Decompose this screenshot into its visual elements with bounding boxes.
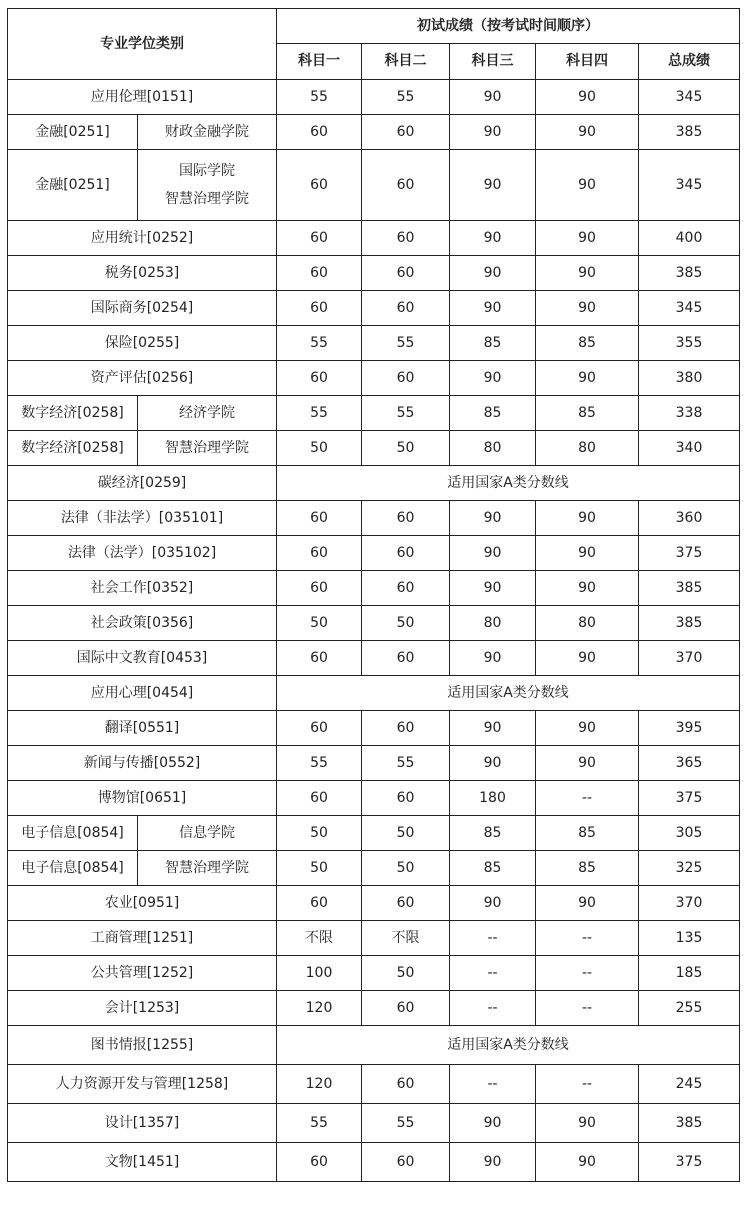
score-cell: 90	[450, 361, 536, 396]
category-cell: 电子信息[0854]	[8, 851, 138, 886]
score-cell: 90	[450, 746, 536, 781]
table-row	[8, 501, 740, 536]
score-cell: 60	[362, 150, 450, 221]
table-row	[8, 921, 740, 956]
header-subject-3: 科目三	[450, 44, 536, 80]
category-cell: 电子信息[0854]	[8, 816, 138, 851]
table-row	[8, 536, 740, 571]
college-cell: 财政金融学院	[138, 115, 277, 150]
category-cell: 保险[0255]	[8, 326, 277, 361]
score-cell: --	[450, 991, 536, 1026]
score-cell: --	[536, 781, 639, 816]
score-cell: 90	[536, 746, 639, 781]
score-cell: 90	[536, 291, 639, 326]
table-row	[8, 221, 740, 256]
total-cell: 395	[639, 711, 740, 746]
college-cell: 智慧治理学院	[138, 431, 277, 466]
total-cell: 345	[639, 80, 740, 115]
table-row	[8, 606, 740, 641]
table-row	[8, 991, 740, 1026]
category-cell: 法律（非法学）[035101]	[8, 501, 277, 536]
score-cell: 60	[362, 1065, 450, 1104]
category-cell: 博物馆[0651]	[8, 781, 277, 816]
category-cell: 会计[1253]	[8, 991, 277, 1026]
score-cell: 55	[362, 80, 450, 115]
score-cell: 90	[536, 641, 639, 676]
category-cell: 法律（法学）[035102]	[8, 536, 277, 571]
total-cell: 370	[639, 886, 740, 921]
table-row	[8, 816, 740, 851]
score-cell: 90	[536, 1104, 639, 1143]
category-cell: 数字经济[0258]	[8, 431, 138, 466]
score-cell: 85	[450, 851, 536, 886]
score-cell: --	[450, 1065, 536, 1104]
score-cell: 60	[277, 536, 362, 571]
score-cell: 50	[277, 851, 362, 886]
score-cell: 120	[277, 991, 362, 1026]
category-cell: 农业[0951]	[8, 886, 277, 921]
score-cell: 90	[450, 536, 536, 571]
table-row	[8, 1143, 740, 1182]
score-cell: 90	[536, 886, 639, 921]
total-cell: 325	[639, 851, 740, 886]
total-cell: 360	[639, 501, 740, 536]
category-cell: 金融[0251]	[8, 150, 138, 221]
score-cell: 60	[362, 361, 450, 396]
total-cell: 255	[639, 991, 740, 1026]
score-cell: 60	[277, 361, 362, 396]
total-cell: 385	[639, 115, 740, 150]
score-cell: --	[536, 1065, 639, 1104]
score-cell: 55	[362, 1104, 450, 1143]
score-cell: 55	[362, 326, 450, 361]
table-row	[8, 1104, 740, 1143]
table-row	[8, 431, 740, 466]
score-cell: 60	[362, 501, 450, 536]
college-cell: 经济学院	[138, 396, 277, 431]
total-cell: 305	[639, 816, 740, 851]
score-cell: 90	[450, 1104, 536, 1143]
score-cell: 55	[277, 1104, 362, 1143]
score-cell: 60	[277, 886, 362, 921]
score-cell: 50	[362, 816, 450, 851]
category-cell: 应用统计[0252]	[8, 221, 277, 256]
category-cell: 公共管理[1252]	[8, 956, 277, 991]
header-subject-4: 科目四	[536, 44, 639, 80]
score-cell: 60	[362, 536, 450, 571]
category-cell: 文物[1451]	[8, 1143, 277, 1182]
score-cell: 60	[277, 711, 362, 746]
score-cell: 60	[362, 291, 450, 326]
score-cell: 50	[277, 606, 362, 641]
table-row	[8, 150, 740, 221]
category-cell: 国际中文教育[0453]	[8, 641, 277, 676]
total-cell: 400	[639, 221, 740, 256]
total-cell: 385	[639, 1104, 740, 1143]
score-cell: 55	[277, 396, 362, 431]
category-cell: 社会工作[0352]	[8, 571, 277, 606]
score-cell: 55	[277, 326, 362, 361]
note-cell: 适用国家A类分数线	[277, 466, 740, 501]
score-cell: 50	[277, 816, 362, 851]
category-cell: 应用心理[0454]	[8, 676, 277, 711]
score-cell: 90	[536, 536, 639, 571]
category-cell: 资产评估[0256]	[8, 361, 277, 396]
score-cell: 90	[450, 571, 536, 606]
score-cell: 55	[277, 746, 362, 781]
score-cell: 80	[450, 606, 536, 641]
table-row	[8, 886, 740, 921]
header-group: 初试成绩（按考试时间顺序）	[277, 9, 740, 44]
score-cell: 60	[362, 1143, 450, 1182]
score-cell: 90	[450, 150, 536, 221]
total-cell: 185	[639, 956, 740, 991]
category-cell: 新闻与传播[0552]	[8, 746, 277, 781]
table-row	[8, 291, 740, 326]
score-cell: 60	[277, 641, 362, 676]
table-row	[8, 746, 740, 781]
score-cell: 60	[362, 991, 450, 1026]
score-cell: --	[536, 956, 639, 991]
total-cell: 385	[639, 256, 740, 291]
table-row	[8, 1065, 740, 1104]
score-cell: 180	[450, 781, 536, 816]
total-cell: 370	[639, 641, 740, 676]
score-cell: 60	[277, 150, 362, 221]
table-row	[8, 1026, 740, 1065]
table-row	[8, 361, 740, 396]
score-cell: 60	[277, 571, 362, 606]
score-cell: 60	[277, 115, 362, 150]
score-cell: 60	[362, 711, 450, 746]
total-cell: 385	[639, 571, 740, 606]
score-cell: 55	[277, 80, 362, 115]
total-cell: 375	[639, 781, 740, 816]
category-cell: 应用伦理[0151]	[8, 80, 277, 115]
score-cell: 50	[362, 956, 450, 991]
score-cell: 90	[450, 291, 536, 326]
table-row	[8, 781, 740, 816]
category-cell: 设计[1357]	[8, 1104, 277, 1143]
category-cell: 税务[0253]	[8, 256, 277, 291]
score-cell: 60	[277, 1143, 362, 1182]
score-cell: 90	[536, 221, 639, 256]
score-cell: 60	[362, 221, 450, 256]
score-cell: 85	[536, 396, 639, 431]
total-cell: 380	[639, 361, 740, 396]
total-cell: 345	[639, 150, 740, 221]
score-cell: 80	[536, 431, 639, 466]
header-total: 总成绩	[639, 44, 740, 80]
score-cell: 85	[450, 816, 536, 851]
category-cell: 图书情报[1255]	[8, 1026, 277, 1065]
score-cell: 85	[450, 326, 536, 361]
table-row	[8, 711, 740, 746]
category-cell: 翻译[0551]	[8, 711, 277, 746]
table-row	[8, 851, 740, 886]
score-cell: 90	[536, 150, 639, 221]
total-cell: 340	[639, 431, 740, 466]
score-cell: 50	[362, 431, 450, 466]
score-cell: 60	[277, 781, 362, 816]
header-subject-2: 科目二	[362, 44, 450, 80]
table-row	[8, 956, 740, 991]
score-cell: 60	[362, 641, 450, 676]
table-row	[8, 256, 740, 291]
score-cell: 120	[277, 1065, 362, 1104]
score-cell: 90	[450, 115, 536, 150]
score-cell: 90	[536, 501, 639, 536]
score-cell: 50	[362, 606, 450, 641]
score-cell: 60	[277, 256, 362, 291]
score-cell: 85	[536, 326, 639, 361]
score-cell: 90	[536, 361, 639, 396]
table-row	[8, 676, 740, 711]
score-cell: 60	[277, 291, 362, 326]
score-cell: 90	[536, 711, 639, 746]
header-subject-1: 科目一	[277, 44, 362, 80]
category-cell: 工商管理[1251]	[8, 921, 277, 956]
score-table	[7, 8, 740, 1182]
category-cell: 碳经济[0259]	[8, 466, 277, 501]
college-name: 智慧治理学院	[165, 191, 249, 207]
note-cell: 适用国家A类分数线	[277, 1026, 740, 1065]
score-cell: 85	[450, 396, 536, 431]
table-row	[8, 396, 740, 431]
table-row	[8, 115, 740, 150]
score-cell: 90	[450, 641, 536, 676]
score-cell: 90	[450, 80, 536, 115]
score-cell: 60	[277, 501, 362, 536]
total-cell: 135	[639, 921, 740, 956]
college-name: 国际学院	[179, 162, 235, 179]
score-cell: --	[536, 921, 639, 956]
score-cell: 100	[277, 956, 362, 991]
score-cell: 55	[362, 746, 450, 781]
table-row	[8, 80, 740, 115]
score-cell: --	[450, 956, 536, 991]
total-cell: 338	[639, 396, 740, 431]
score-cell: 60	[362, 781, 450, 816]
category-cell: 国际商务[0254]	[8, 291, 277, 326]
score-cell: 90	[450, 256, 536, 291]
score-cell: 不限	[277, 921, 362, 956]
score-cell: 85	[536, 816, 639, 851]
score-cell: 90	[536, 571, 639, 606]
category-cell: 人力资源开发与管理[1258]	[8, 1065, 277, 1104]
score-cell: 90	[450, 886, 536, 921]
score-cell: 60	[277, 221, 362, 256]
college-cell: 信息学院	[138, 816, 277, 851]
score-cell: 90	[536, 256, 639, 291]
score-cell: 55	[362, 396, 450, 431]
score-cell: 60	[362, 571, 450, 606]
total-cell: 375	[639, 1143, 740, 1182]
header-category: 专业学位类别	[8, 9, 277, 80]
score-cell: 60	[362, 886, 450, 921]
score-cell: 50	[362, 851, 450, 886]
category-cell: 社会政策[0356]	[8, 606, 277, 641]
score-cell: 80	[450, 431, 536, 466]
table-row	[8, 571, 740, 606]
score-cell: 90	[450, 221, 536, 256]
score-cell: 90	[536, 115, 639, 150]
category-cell: 数字经济[0258]	[8, 396, 138, 431]
score-cell: 50	[277, 431, 362, 466]
score-cell: 60	[362, 256, 450, 291]
score-cell: 80	[536, 606, 639, 641]
table-row	[8, 466, 740, 501]
table-row	[8, 641, 740, 676]
category-cell: 金融[0251]	[8, 115, 138, 150]
note-cell: 适用国家A类分数线	[277, 676, 740, 711]
total-cell: 385	[639, 606, 740, 641]
total-cell: 365	[639, 746, 740, 781]
score-cell: 90	[450, 501, 536, 536]
score-cell: 90	[536, 1143, 639, 1182]
score-cell: 不限	[362, 921, 450, 956]
score-cell: 90	[450, 711, 536, 746]
score-cell: --	[450, 921, 536, 956]
college-cell: 智慧治理学院	[138, 851, 277, 886]
score-cell: 60	[362, 115, 450, 150]
score-cell: --	[536, 991, 639, 1026]
total-cell: 355	[639, 326, 740, 361]
score-cell: 90	[450, 1143, 536, 1182]
score-cell: 90	[536, 80, 639, 115]
table-row	[8, 326, 740, 361]
total-cell: 245	[639, 1065, 740, 1104]
score-cell: 85	[536, 851, 639, 886]
total-cell: 345	[639, 291, 740, 326]
college-cell	[138, 150, 277, 221]
total-cell: 375	[639, 536, 740, 571]
